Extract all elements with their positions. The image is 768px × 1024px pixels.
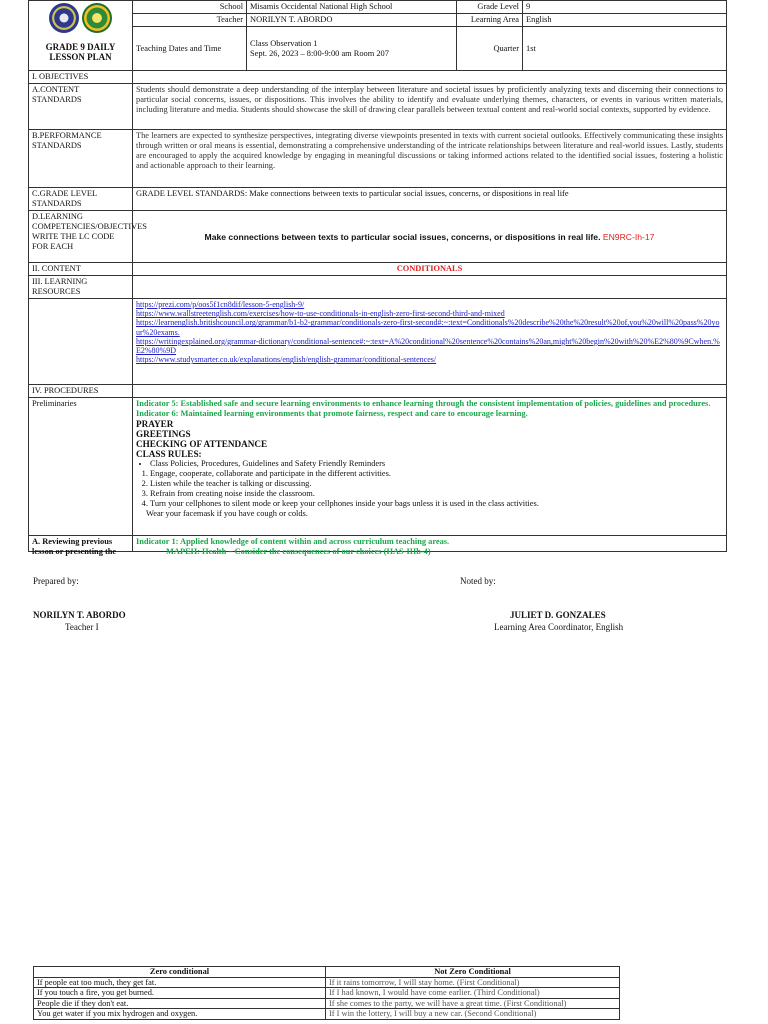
indicator6-text: Indicator 6: Maintained learning environments that promote fairness, respect and care to encourage learning. (136, 409, 528, 418)
not-zero-example: If I had known, I would have come earlier. (Third Conditional) (326, 988, 620, 999)
not-zero-example: If it rains tomorrow, I will stay home. (First Conditional) (326, 977, 620, 988)
header-logo-cell (29, 1, 133, 71)
noted-by-title: Learning Area Coordinator, English (494, 622, 624, 632)
resource-link[interactable]: https://www.wallstreetenglish.com/exercises/how-to-use-conditionals-in-english-zero-first-second-third-and-mixed (136, 309, 505, 319)
resource-link[interactable]: https://prezi.com/p/oos5f1cn8dif/lesson-5-english-9/ (136, 300, 305, 309)
rule-item: 3. Refrain from creating noise inside the classroom. (150, 489, 723, 499)
teacher-label: Teacher (133, 14, 247, 27)
preliminaries-label: Preliminaries (29, 398, 133, 536)
date-time-text: Sept. 26, 2023 – 8:00-9:00 am Room 207 (250, 48, 389, 58)
table-row (34, 998, 620, 1009)
table-row (34, 977, 620, 988)
dates-label: Teaching Dates and Time (133, 27, 247, 71)
content-standards-text: Students should demonstrate a deep understanding of the interplay between literature and societal issues by proficiently analyzing texts and discerning their connections to particular social concerns, issues, or dispositions. This involves the ability to identify and evaluate underlying themes, characters, or events in various written materials, including literature and media. Students should showcase the skill of drawing clear parallels between textual content and real-world social contexts, supported by evidence. (133, 84, 727, 130)
preliminaries-content (133, 398, 727, 536)
policy-bullet-list (136, 459, 723, 469)
noted-by-label: Noted by: (460, 576, 496, 586)
learning-area-label: Learning Area (457, 14, 523, 27)
rule-item: 1. Engage, cooperate, collaborate and participate in the different activities. (150, 469, 723, 479)
performance-standards-label: B.PERFORMANCE STANDARDS (29, 130, 133, 188)
quarter-label: Quarter (457, 27, 523, 71)
indicator5-text: Indicator 5: Established safe and secure learning environments to enhance learning through the consistent implementation of policies, guidelines and procedures. (136, 399, 711, 408)
grade-level-label: Grade Level (457, 1, 523, 14)
attendance-heading: CHECKING OF ATTENDANCE (136, 439, 268, 449)
learning-area-value: English (523, 14, 727, 27)
deped-seal-icon (49, 3, 79, 33)
facemask-text: Wear your facemask if you have cough or colds. (146, 509, 308, 518)
competency-text: Make connections between texts to particular social issues, concerns, or dispositions in real life. (204, 231, 601, 242)
lesson-plan-table (28, 0, 727, 556)
performance-standards-text: The learners are expected to synthesize perspectives, integrating diverse viewpoints presented in texts with current societal outlooks. Effectively communicating these insights through written or oral means is essential, demonstrating a comprehensive understanding of the intricate relationships between literature and real-world issues. Lastly, students are encouraged to apply the acquired knowledge by engaging in meaningful discussions or taking informed actions related to the identified social issues, fostering a holistic and actionable approach to their learning. (133, 130, 727, 188)
quarter-value: 1st (523, 27, 727, 71)
reviewing-label: A. Reviewing previous lesson or presenting the (32, 537, 117, 556)
not-zero-conditional-header: Not Zero Conditional (326, 967, 620, 978)
zero-example: If people eat too much, they get fat. (34, 977, 326, 988)
not-zero-example: If she comes to the party, we will have a great time. (First Conditional) (326, 998, 620, 1009)
school-seal-icon (82, 3, 112, 33)
competencies-label: D.LEARNING COMPETENCIES/OBJECTIVES WRITE THE LC CODE FOR EACH (29, 211, 133, 263)
prayer-heading: PRAYER (136, 419, 174, 429)
zero-example: If you touch a fire, you get burned. (34, 988, 326, 999)
content-topic: CONDITIONALS (133, 263, 727, 276)
table-row (34, 1009, 620, 1020)
resources-heading: III. LEARNING RESOURCES (29, 276, 133, 299)
prepared-by-name: NORILYN T. ABORDO (33, 610, 126, 620)
rule-item: 2. Listen while the teacher is talking or discussing. (150, 479, 723, 489)
dates-value (247, 27, 457, 71)
prepared-by-title: Teacher I (65, 622, 99, 632)
resource-link[interactable]: https://writingexplained.org/grammar-dictionary/conditional-sentence#:~:text=A%20conditional%20sentence%20contains%20an,might%20begin%20with%20%E2%80%9Cwhen.%E2%80%9D (136, 336, 720, 356)
prepared-by-label: Prepared by: (33, 576, 79, 586)
resource-link[interactable]: https://learnenglish.britishcouncil.org/grammar/b1-b2-grammar/conditionals-zero-first-second#:~:text=Conditionals%20describe%20the%20result%20of,you%20will%20pass%20your%20exams. (136, 318, 720, 337)
plan-title-line2: LESSON PLAN (49, 52, 112, 62)
teacher-value: NORILYN T. ABORDO (247, 14, 457, 27)
plan-title-line1: GRADE 9 DAILY (45, 42, 116, 52)
competency-cell (133, 211, 727, 263)
school-label: School (133, 1, 247, 14)
zero-example: People die if they don't eat. (34, 998, 326, 1009)
class-rules-heading: CLASS RULES: (136, 449, 202, 459)
content-standards-label: A.CONTENT STANDARDS (29, 84, 133, 130)
class-rules-list (136, 469, 723, 509)
table-row (34, 988, 620, 999)
resource-link[interactable]: https://www.studysmarter.co.uk/explanations/english/english-grammar/conditional-sentences/ (136, 355, 437, 365)
procedures-heading: IV. PROCEDURES (29, 385, 133, 398)
competency-code: EN9RC-Ih-17 (602, 231, 655, 242)
greetings-heading: GREETINGS (136, 429, 191, 439)
grade-level-value: 9 (523, 1, 727, 14)
not-zero-example: If I win the lottery, I will buy a new car. (Second Conditional) (326, 1009, 620, 1020)
grade-level-standards-text: GRADE LEVEL STANDARDS: Make connections between texts to particular social issues, concerns, or dispositions in real life (133, 188, 727, 211)
indicator1-continued: MAPEH: Health – Consider the consequences of our choices (HAS-IIIb-4) (166, 547, 431, 556)
zero-conditional-header: Zero conditional (34, 967, 326, 978)
observation-text: Class Observation 1 (250, 38, 318, 48)
resources-links (133, 299, 727, 385)
rule-item: 4. Turn your cellphones to silent mode or keep your cellphones inside your bags unless it is used in the class activities. (150, 499, 723, 509)
indicator1-text: Indicator 1: Applied knowledge of content within and across curriculum teaching areas. (136, 537, 450, 546)
content-heading: II. CONTENT (29, 263, 133, 276)
noted-by-name: JULIET D. GONZALES (510, 610, 606, 620)
objectives-heading: I. OBJECTIVES (29, 71, 133, 84)
zero-example: You get water if you mix hydrogen and oxygen. (34, 1009, 326, 1020)
grade-level-standards-label: C.GRADE LEVEL STANDARDS (29, 188, 133, 211)
policy-bullet: • Class Policies, Procedures, Guidelines and Safety Friendly Reminders (150, 459, 723, 469)
conditionals-table (33, 966, 620, 1020)
school-value: Misamis Occidental National High School (247, 1, 457, 14)
